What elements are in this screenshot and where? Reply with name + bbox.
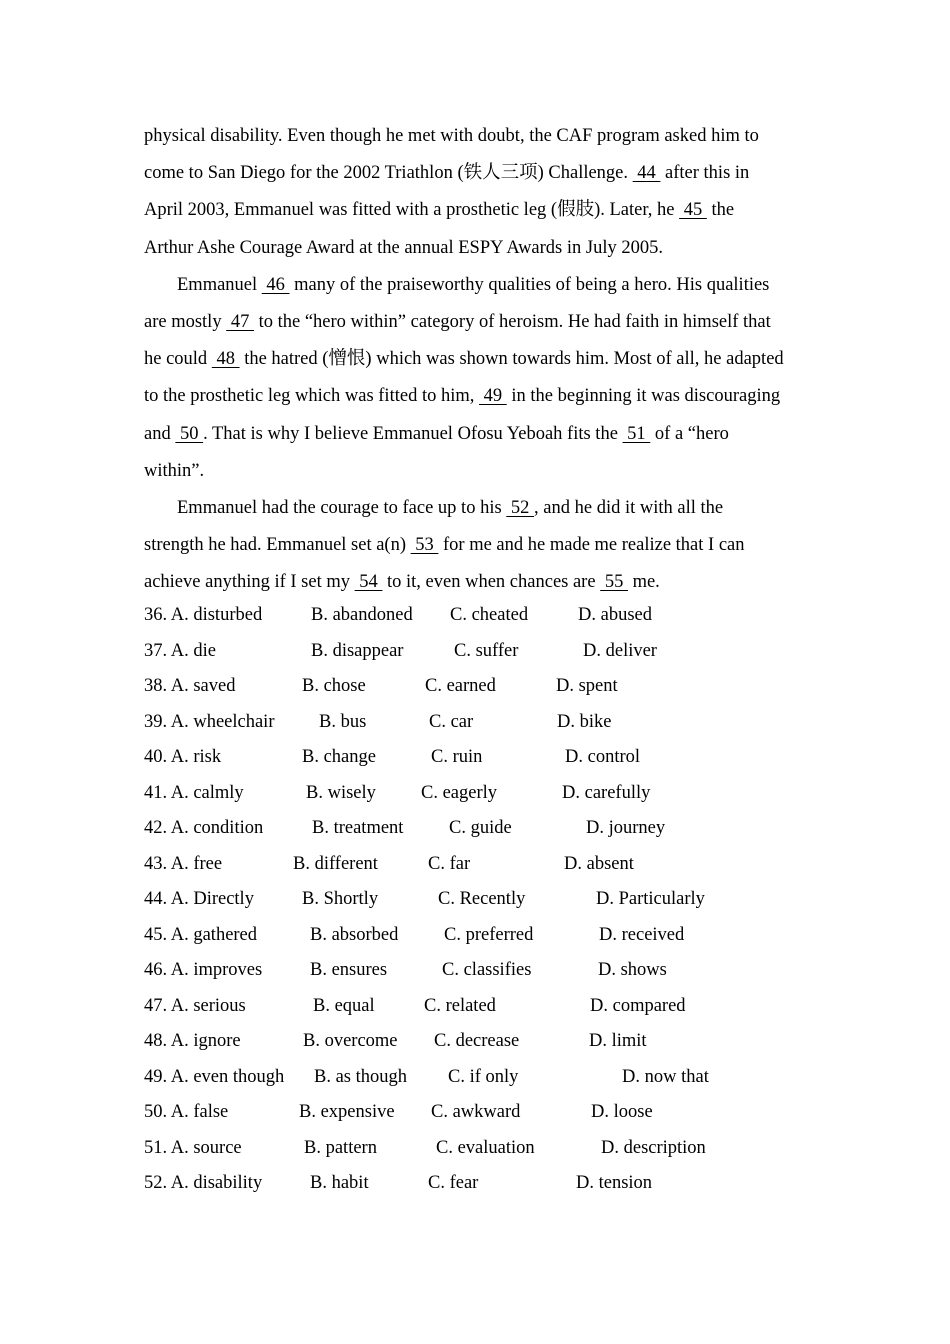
passage-text: to the prosthetic leg which was fitted to him, bbox=[144, 386, 479, 407]
option-a: 51. A. source bbox=[144, 1137, 242, 1158]
passage-text: the bbox=[706, 200, 735, 221]
option-d: D. Particularly bbox=[596, 889, 705, 909]
passage-text: me. bbox=[627, 572, 660, 593]
option-b: B. pattern bbox=[304, 1137, 377, 1158]
option-a: 44. A. Directly bbox=[144, 889, 254, 909]
option-a: 36. A. disturbed bbox=[144, 605, 263, 625]
question-row bbox=[144, 669, 824, 705]
blank-46: 46 bbox=[261, 274, 290, 295]
option-a: 43. A. free bbox=[144, 853, 223, 874]
blank-55: 55 bbox=[600, 572, 628, 593]
option-a: 47. A. serious bbox=[144, 995, 246, 1016]
blank-44: 44 bbox=[632, 163, 661, 184]
cloze-passage bbox=[144, 118, 814, 601]
question-row bbox=[144, 776, 824, 812]
question-row bbox=[144, 1024, 824, 1060]
option-d: D. description bbox=[601, 1137, 706, 1158]
question-row bbox=[144, 1166, 824, 1202]
option-c: C. awkward bbox=[431, 1102, 521, 1122]
option-d: D. abused bbox=[578, 605, 652, 625]
blank-52: 52 bbox=[506, 497, 535, 518]
passage-text: after this in bbox=[660, 163, 750, 184]
option-a: 38. A. saved bbox=[144, 676, 236, 696]
option-a: 52. A. disability bbox=[144, 1173, 263, 1193]
option-a: 45. A. gathered bbox=[144, 924, 258, 945]
option-a: 49. A. even though bbox=[144, 1066, 285, 1087]
question-row bbox=[144, 705, 824, 741]
option-b: B. as though bbox=[314, 1066, 408, 1087]
passage-text: and bbox=[144, 423, 176, 444]
option-c: C. far bbox=[428, 853, 471, 874]
passage-text: many of the praiseworthy qualities of being a hero. His qualities bbox=[289, 274, 770, 295]
passage-line bbox=[144, 192, 814, 229]
passage-text: strength he had. Emmanuel set a(n) bbox=[144, 535, 411, 556]
passage-line bbox=[144, 118, 814, 155]
blank-51: 51 bbox=[622, 423, 651, 444]
passage-text: for me and he made me realize that I can bbox=[438, 535, 745, 556]
question-row bbox=[144, 989, 824, 1025]
passage-line bbox=[144, 564, 814, 601]
passage-line bbox=[144, 267, 814, 304]
question-row bbox=[144, 1095, 824, 1131]
question-row bbox=[144, 882, 824, 918]
passage-line bbox=[144, 416, 814, 453]
passage-text: Emmanuel had the courage to face up to his bbox=[177, 497, 507, 518]
option-d: D. journey bbox=[586, 818, 666, 838]
passage-line bbox=[144, 378, 814, 415]
option-d: D. absent bbox=[564, 853, 634, 874]
option-b: B. disappear bbox=[311, 640, 404, 661]
question-row bbox=[144, 1131, 824, 1167]
option-b: B. chose bbox=[302, 676, 366, 696]
option-a: 41. A. calmly bbox=[144, 782, 244, 803]
option-b: B. different bbox=[293, 853, 378, 874]
blank-49: 49 bbox=[479, 386, 507, 407]
passage-line bbox=[144, 304, 814, 341]
option-d: D. control bbox=[565, 747, 641, 767]
option-c: C. eagerly bbox=[421, 782, 498, 803]
option-b: B. habit bbox=[310, 1173, 369, 1193]
option-d: D. carefully bbox=[562, 782, 651, 803]
option-b: B. change bbox=[302, 747, 376, 767]
passage-line bbox=[144, 490, 814, 527]
passage-line bbox=[144, 527, 814, 564]
option-b: B. treatment bbox=[312, 818, 404, 838]
option-a: 42. A. condition bbox=[144, 818, 264, 838]
passage-text: in the beginning it was discouraging bbox=[506, 386, 781, 407]
option-c: C. decrease bbox=[434, 1031, 520, 1051]
option-c: C. fear bbox=[428, 1173, 479, 1193]
option-a: 37. A. die bbox=[144, 640, 216, 661]
option-d: D. limit bbox=[589, 1031, 647, 1051]
passage-text: to it, even when chances are bbox=[382, 572, 601, 593]
option-d: D. shows bbox=[598, 960, 667, 980]
option-b: B. expensive bbox=[299, 1102, 395, 1122]
blank-50: 50 bbox=[175, 423, 204, 444]
option-c: C. classifies bbox=[442, 960, 532, 980]
option-b: B. equal bbox=[313, 995, 375, 1016]
option-d: D. loose bbox=[591, 1102, 653, 1122]
option-a: 48. A. ignore bbox=[144, 1031, 241, 1051]
option-c: C. if only bbox=[448, 1066, 519, 1087]
passage-text: come to San Diego for the 2002 Triathlon (铁人三项) Challenge. bbox=[144, 163, 633, 184]
passage-line bbox=[144, 453, 814, 490]
option-c: C. Recently bbox=[438, 889, 526, 909]
option-c: C. ruin bbox=[431, 747, 483, 767]
option-b: B. Shortly bbox=[302, 889, 379, 909]
blank-47: 47 bbox=[226, 311, 254, 332]
question-row bbox=[144, 953, 824, 989]
passage-text: physical disability. Even though he met with doubt, the CAF program asked him to bbox=[144, 126, 759, 146]
option-b: B. overcome bbox=[303, 1031, 398, 1051]
option-a: 40. A. risk bbox=[144, 747, 222, 767]
passage-text: , and he did it with all the bbox=[534, 497, 724, 518]
passage-text: are mostly bbox=[144, 311, 227, 332]
passage-text: Arthur Ashe Courage Award at the annual ESPY Awards in July 2005. bbox=[144, 237, 663, 258]
passage-line bbox=[144, 341, 814, 378]
option-a: 50. A. false bbox=[144, 1102, 229, 1122]
blank-54: 54 bbox=[354, 572, 383, 593]
option-a: 39. A. wheelchair bbox=[144, 711, 275, 732]
passage-text: to the “hero within” category of heroism. He had faith in himself that bbox=[253, 311, 771, 332]
option-d: D. now that bbox=[622, 1066, 709, 1087]
option-d: D. compared bbox=[590, 995, 686, 1016]
passage-text: he could bbox=[144, 349, 212, 370]
question-row bbox=[144, 740, 824, 776]
question-row bbox=[144, 918, 824, 954]
passage-text: of a “hero bbox=[650, 423, 729, 444]
passage-line bbox=[144, 155, 814, 192]
passage-line bbox=[144, 230, 814, 267]
blank-45: 45 bbox=[679, 200, 707, 221]
option-b: B. ensures bbox=[310, 960, 388, 980]
option-c: C. preferred bbox=[444, 924, 534, 945]
option-a: 46. A. improves bbox=[144, 960, 263, 980]
option-c: C. guide bbox=[449, 818, 512, 838]
passage-text: . That is why I believe Emmanuel Ofosu Yeboah fits the bbox=[203, 423, 623, 444]
question-row bbox=[144, 811, 824, 847]
passage-text: achieve anything if I set my bbox=[144, 572, 355, 593]
option-b: B. absorbed bbox=[310, 924, 399, 945]
option-c: C. earned bbox=[425, 676, 496, 696]
option-c: C. evaluation bbox=[436, 1137, 535, 1158]
option-d: D. received bbox=[599, 924, 685, 945]
answer-options bbox=[144, 598, 824, 1202]
question-row bbox=[144, 847, 824, 883]
question-row bbox=[144, 1060, 824, 1096]
option-b: B. wisely bbox=[306, 782, 376, 803]
question-row bbox=[144, 598, 824, 634]
blank-48: 48 bbox=[211, 349, 240, 370]
option-c: C. related bbox=[424, 995, 496, 1016]
option-c: C. cheated bbox=[450, 605, 529, 625]
option-b: B. abandoned bbox=[311, 605, 413, 625]
option-c: C. car bbox=[429, 711, 474, 732]
option-d: D. bike bbox=[557, 711, 612, 732]
blank-53: 53 bbox=[410, 535, 439, 556]
passage-text: April 2003, Emmanuel was fitted with a prosthetic leg (假肢). Later, he bbox=[144, 200, 680, 221]
passage-text: the hatred (憎恨) which was shown towards him. Most of all, he adapted bbox=[239, 349, 784, 370]
option-d: D. deliver bbox=[583, 640, 657, 661]
option-c: C. suffer bbox=[454, 640, 519, 661]
passage-text: within”. bbox=[144, 460, 205, 481]
option-d: D. tension bbox=[576, 1173, 653, 1193]
option-b: B. bus bbox=[319, 711, 367, 732]
question-row bbox=[144, 634, 824, 670]
passage-text: Emmanuel bbox=[177, 274, 262, 295]
option-d: D. spent bbox=[556, 676, 618, 696]
